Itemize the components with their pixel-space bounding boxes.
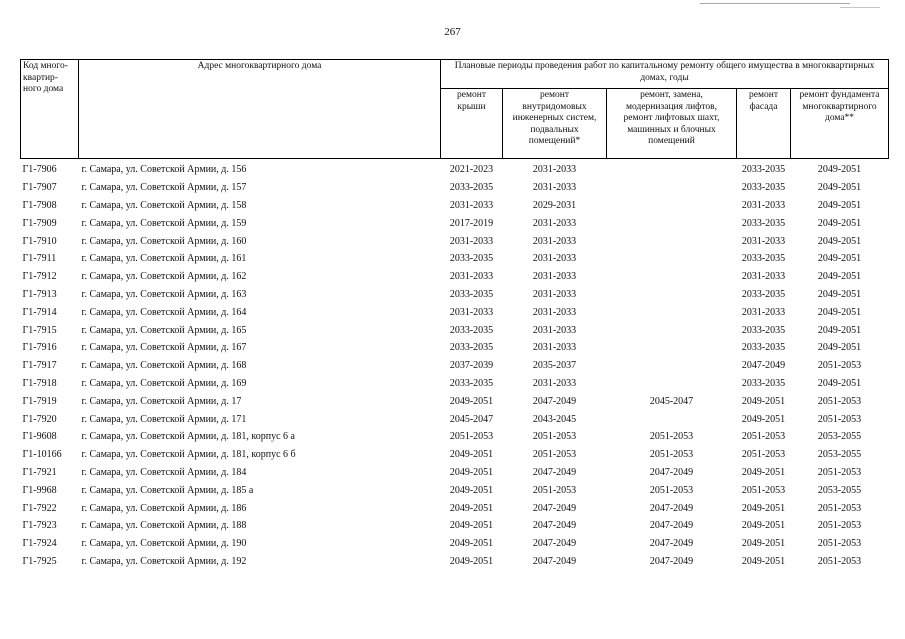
cell-lifts: [607, 159, 737, 179]
cell-roof: 2033-2035: [449, 324, 494, 336]
table-header: [21, 60, 889, 159]
cell-facade: 2033-2035: [741, 377, 786, 389]
cell-address: г. Самара, ул. Советской Армии, д. 159: [81, 217, 247, 229]
cell-lifts: [607, 179, 737, 197]
cell-facade: 2049-2051: [741, 502, 786, 514]
cell-internal-systems: 2051-2053: [532, 449, 577, 461]
cell-code: Г1-7914: [22, 306, 57, 318]
cell-foundation: 2049-2051: [817, 324, 862, 336]
cell-foundation: 2053-2055: [817, 431, 862, 443]
cell-address: г. Самара, ул. Советской Армии, д. 185 а: [81, 484, 254, 496]
cell-roof: 2021-2023: [449, 164, 494, 176]
cell-internal-systems: 2031-2033: [532, 235, 577, 247]
cell-foundation: 2049-2051: [817, 377, 862, 389]
cell-foundation: 2049-2051: [817, 253, 862, 265]
cell-address: г. Самара, ул. Советской Армии, д. 171: [81, 413, 247, 425]
scan-line-artifact: [840, 7, 880, 8]
cell-lifts: 2047-2049: [649, 555, 694, 567]
cell-roof: 2049-2051: [449, 520, 494, 532]
cell-address: г. Самара, ул. Советской Армии, д. 169: [81, 377, 247, 389]
cell-facade: 2049-2051: [741, 520, 786, 532]
table-row: [21, 321, 889, 339]
cell-code: Г1-7912: [22, 271, 57, 283]
cell-foundation: 2049-2051: [817, 235, 862, 247]
cell-foundation: 2051-2053: [817, 538, 862, 550]
cell-lifts: 2051-2053: [649, 431, 694, 443]
cell-foundation: 2053-2055: [817, 449, 862, 461]
cell-foundation: 2049-2051: [817, 271, 862, 283]
cell-code: Г1-7925: [22, 555, 57, 567]
header-planned-periods: Плановые периоды проведения работ по капитальному ремонту общего имущества в многоквартирных домах, годы: [441, 60, 889, 89]
cell-foundation: 2051-2053: [817, 360, 862, 372]
cell-address: г. Самара, ул. Советской Армии, д. 165: [81, 324, 247, 336]
header-lifts: ремонт, замена, модернизация лифтов, ремонт лифтовых шахт, машинных и блочных помещений: [607, 89, 737, 159]
table-row: [21, 392, 889, 410]
cell-roof: 2049-2051: [449, 395, 494, 407]
cell-foundation: 2051-2053: [817, 555, 862, 567]
cell-address: г. Самара, ул. Советской Армии, д. 188: [81, 520, 247, 532]
cell-roof: 2049-2051: [449, 484, 494, 496]
header-address: Адрес многоквартирного дома: [79, 60, 441, 159]
table-row: [21, 428, 889, 446]
cell-facade: 2047-2049: [741, 360, 786, 372]
cell-foundation: 2049-2051: [817, 342, 862, 354]
cell-internal-systems: 2047-2049: [532, 466, 577, 478]
cell-internal-systems: 2031-2033: [532, 306, 577, 318]
cell-roof: 2049-2051: [449, 466, 494, 478]
cell-code: Г1-10166: [22, 449, 62, 461]
cell-address: г. Самара, ул. Советской Армии, д. 163: [81, 288, 247, 300]
cell-roof: 2033-2035: [449, 288, 494, 300]
cell-internal-systems: 2051-2053: [532, 484, 577, 496]
cell-address: г. Самара, ул. Советской Армии, д. 162: [81, 271, 247, 283]
cell-facade: 2049-2051: [741, 538, 786, 550]
cell-lifts: 2047-2049: [649, 466, 694, 478]
cell-internal-systems: 2031-2033: [532, 288, 577, 300]
cell-code: Г1-7913: [22, 288, 57, 300]
table-row: [21, 250, 889, 268]
cell-lifts: [607, 197, 737, 215]
cell-internal-systems: 2031-2033: [532, 271, 577, 283]
cell-roof: 2051-2053: [449, 431, 494, 443]
cell-internal-systems: 2047-2049: [532, 538, 577, 550]
cell-facade: 2033-2035: [741, 324, 786, 336]
cell-code: Г1-7909: [22, 217, 57, 229]
cell-lifts: 2051-2053: [649, 484, 694, 496]
cell-roof: 2049-2051: [449, 555, 494, 567]
header-code: Код много- квартир- ного дома: [21, 60, 79, 159]
cell-internal-systems: 2043-2045: [532, 413, 577, 425]
cell-foundation: 2049-2051: [817, 182, 862, 194]
cell-foundation: 2049-2051: [817, 217, 862, 229]
cell-roof: 2033-2035: [449, 253, 494, 265]
cell-code: Г1-7923: [22, 520, 57, 532]
cell-facade: 2051-2053: [741, 449, 786, 461]
table-row: [21, 499, 889, 517]
table-row: [21, 159, 889, 179]
cell-lifts: [607, 339, 737, 357]
cell-address: г. Самара, ул. Советской Армии, д. 186: [81, 502, 247, 514]
cell-roof: 2031-2033: [449, 235, 494, 247]
cell-address: г. Самара, ул. Советской Армии, д. 168: [81, 360, 247, 372]
table-row: [21, 553, 889, 571]
cell-roof: 2037-2039: [449, 360, 494, 372]
cell-lifts: [607, 214, 737, 232]
cell-facade: 2031-2033: [741, 199, 786, 211]
table-row: [21, 268, 889, 286]
cell-lifts: [607, 286, 737, 304]
cell-facade: 2033-2035: [741, 288, 786, 300]
cell-facade: 2031-2033: [741, 271, 786, 283]
cell-foundation: 2051-2053: [817, 466, 862, 478]
cell-lifts: [607, 232, 737, 250]
table-body: [21, 159, 889, 571]
cell-roof: 2033-2035: [449, 377, 494, 389]
cell-code: Г1-7911: [22, 253, 57, 265]
cell-code: Г1-7922: [22, 502, 57, 514]
cell-foundation: 2049-2051: [817, 306, 862, 318]
cell-facade: 2033-2035: [741, 217, 786, 229]
cell-address: г. Самара, ул. Советской Армии, д. 181, корпус 6 б: [81, 449, 296, 461]
cell-address: г. Самара, ул. Советской Армии, д. 167: [81, 342, 247, 354]
table-row: [21, 286, 889, 304]
header-foundation: ремонт фундамента многоквартирного дома**: [791, 89, 889, 159]
cell-roof: 2049-2051: [449, 502, 494, 514]
cell-facade: 2049-2051: [741, 555, 786, 567]
cell-lifts: 2047-2049: [649, 502, 694, 514]
cell-lifts: 2047-2049: [649, 520, 694, 532]
cell-roof: 2017-2019: [449, 217, 494, 229]
cell-address: г. Самара, ул. Советской Армии, д. 161: [81, 253, 247, 265]
cell-code: Г1-7920: [22, 413, 57, 425]
cell-lifts: [607, 268, 737, 286]
cell-code: Г1-7906: [22, 164, 57, 176]
cell-internal-systems: 2031-2033: [532, 164, 577, 176]
table-row: [21, 357, 889, 375]
cell-facade: 2051-2053: [741, 431, 786, 443]
cell-facade: 2031-2033: [741, 306, 786, 318]
cell-code: Г1-7915: [22, 324, 57, 336]
table-row: [21, 446, 889, 464]
cell-roof: 2049-2051: [449, 449, 494, 461]
cell-lifts: [607, 375, 737, 393]
table-row: [21, 179, 889, 197]
cell-foundation: 2053-2055: [817, 484, 862, 496]
cell-roof: 2031-2033: [449, 306, 494, 318]
cell-roof: 2045-2047: [449, 413, 494, 425]
cell-roof: 2033-2035: [449, 182, 494, 194]
page-number: 267: [444, 26, 461, 38]
cell-foundation: 2049-2051: [817, 164, 862, 176]
table-row: [21, 214, 889, 232]
cell-address: г. Самара, ул. Советской Армии, д. 160: [81, 235, 247, 247]
table-row: [21, 197, 889, 215]
cell-code: Г1-7918: [22, 377, 57, 389]
cell-facade: 2051-2053: [741, 484, 786, 496]
cell-code: Г1-7910: [22, 235, 57, 247]
cell-facade: 2031-2033: [741, 235, 786, 247]
cell-internal-systems: 2031-2033: [532, 217, 577, 229]
cell-foundation: 2049-2051: [817, 199, 862, 211]
repair-schedule-table-wrap: [20, 59, 889, 570]
cell-address: г. Самара, ул. Советской Армии, д. 164: [81, 306, 247, 318]
cell-lifts: [607, 303, 737, 321]
table-row: [21, 410, 889, 428]
table-row: [21, 535, 889, 553]
cell-internal-systems: 2031-2033: [532, 253, 577, 265]
table-row: [21, 303, 889, 321]
cell-foundation: 2051-2053: [817, 520, 862, 532]
cell-roof: 2033-2035: [449, 342, 494, 354]
cell-roof: 2031-2033: [449, 199, 494, 211]
cell-code: Г1-7917: [22, 360, 57, 372]
cell-roof: 2049-2051: [449, 538, 494, 550]
table-row: [21, 339, 889, 357]
cell-code: Г1-7921: [22, 466, 57, 478]
cell-facade: 2049-2051: [741, 395, 786, 407]
scan-line-artifact: [700, 3, 850, 4]
cell-address: г. Самара, ул. Советской Армии, д. 190: [81, 538, 247, 550]
cell-lifts: 2051-2053: [649, 449, 694, 461]
repair-schedule-table: [20, 59, 889, 570]
cell-code: Г1-9968: [22, 484, 57, 496]
cell-address: г. Самара, ул. Советской Армии, д. 181, корпус 6 а: [81, 431, 295, 443]
cell-address: г. Самара, ул. Советской Армии, д. 184: [81, 466, 247, 478]
cell-internal-systems: 2031-2033: [532, 377, 577, 389]
cell-internal-systems: 2051-2053: [532, 431, 577, 443]
cell-foundation: 2049-2051: [817, 288, 862, 300]
cell-code: Г1-7916: [22, 342, 57, 354]
cell-lifts: [607, 357, 737, 375]
cell-address: г. Самара, ул. Советской Армии, д. 17: [81, 395, 242, 407]
cell-internal-systems: 2035-2037: [532, 360, 577, 372]
header-facade: ремонт фасада: [737, 89, 791, 159]
cell-foundation: 2051-2053: [817, 413, 862, 425]
table-row: [21, 481, 889, 499]
cell-internal-systems: 2031-2033: [532, 342, 577, 354]
cell-roof: 2031-2033: [449, 271, 494, 283]
cell-internal-systems: 2031-2033: [532, 324, 577, 336]
cell-facade: 2033-2035: [741, 182, 786, 194]
cell-foundation: 2051-2053: [817, 502, 862, 514]
cell-facade: 2033-2035: [741, 342, 786, 354]
cell-internal-systems: 2029-2031: [532, 199, 577, 211]
cell-lifts: 2047-2049: [649, 538, 694, 550]
cell-code: Г1-9608: [22, 431, 57, 443]
table-row: [21, 232, 889, 250]
cell-address: г. Самара, ул. Советской Армии, д. 157: [81, 182, 247, 194]
header-roof: ремонт крыши: [441, 89, 503, 159]
cell-address: г. Самара, ул. Советской Армии, д. 158: [81, 199, 247, 211]
cell-facade: 2033-2035: [741, 253, 786, 265]
cell-internal-systems: 2047-2049: [532, 520, 577, 532]
cell-internal-systems: 2031-2033: [532, 182, 577, 194]
cell-lifts: [607, 321, 737, 339]
cell-internal-systems: 2047-2049: [532, 502, 577, 514]
cell-address: г. Самара, ул. Советской Армии, д. 156: [81, 164, 247, 176]
table-row: [21, 375, 889, 393]
cell-lifts: 2045-2047: [649, 395, 694, 407]
cell-facade: 2049-2051: [741, 413, 786, 425]
cell-code: Г1-7908: [22, 199, 57, 211]
cell-foundation: 2051-2053: [817, 395, 862, 407]
cell-code: Г1-7907: [22, 182, 57, 194]
header-internal-systems: ремонт внутридомовых инженерных систем, подвальных помещений*: [503, 89, 607, 159]
cell-lifts: [607, 250, 737, 268]
cell-internal-systems: 2047-2049: [532, 555, 577, 567]
table-row: [21, 464, 889, 482]
cell-code: Г1-7924: [22, 538, 57, 550]
cell-lifts: [607, 410, 737, 428]
cell-code: Г1-7919: [22, 395, 57, 407]
cell-facade: 2033-2035: [741, 164, 786, 176]
cell-address: г. Самара, ул. Советской Армии, д. 192: [81, 555, 247, 567]
cell-internal-systems: 2047-2049: [532, 395, 577, 407]
table-row: [21, 517, 889, 535]
cell-facade: 2049-2051: [741, 466, 786, 478]
